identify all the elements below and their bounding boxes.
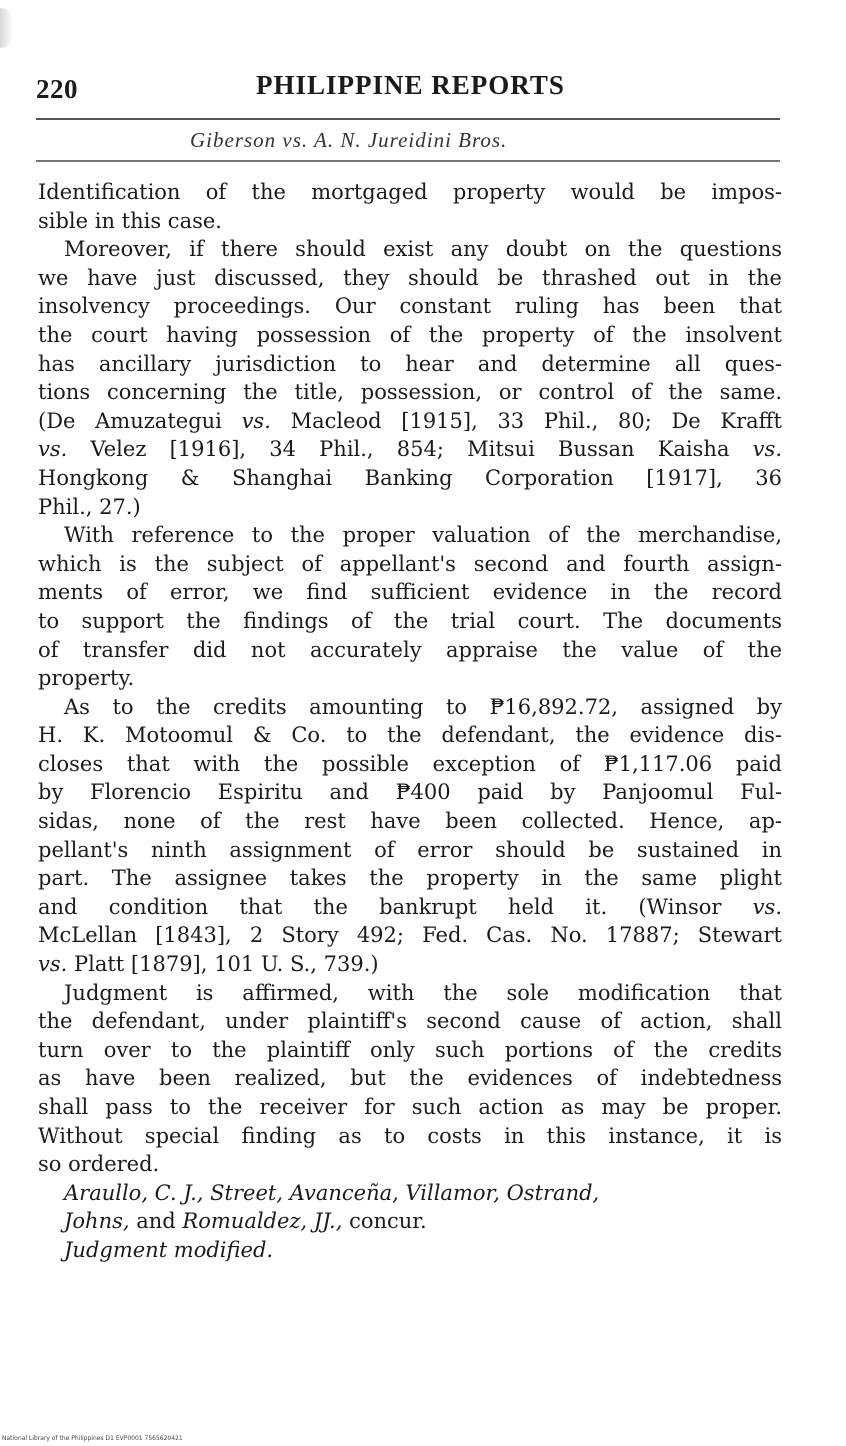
text-line: part. The assignee takes the property in the same plight xyxy=(38,866,782,891)
paragraph xyxy=(38,521,782,693)
text-line: of transfer did not accurately appraise the value of the xyxy=(38,637,782,662)
text-line: closes that with the possible exception of ₱1,117.06 paid xyxy=(38,751,782,776)
text-line: insolvency proceedings. Our constant ruling has been that xyxy=(38,294,782,319)
paragraph xyxy=(38,178,782,235)
text-line: shall pass to the receiver for such action as may be proper. xyxy=(38,1095,782,1119)
text-line: Judgment is affirmed, with the sole modification that xyxy=(64,980,782,1005)
page-number: 220 xyxy=(36,74,78,104)
scan-smudge xyxy=(0,8,14,48)
paragraph xyxy=(38,979,782,1179)
text-line: (De Amuzategui vs. Macleod [1915], 33 Phil., 80; De Krafft xyxy=(38,408,782,433)
text-line: which is the subject of appellant's second and fourth assign- xyxy=(38,551,782,576)
concurrence-names: Johns, xyxy=(64,1209,130,1234)
text-line: sidas, none of the rest have been collected. Hence, ap- xyxy=(38,809,782,834)
text-line: so ordered. xyxy=(38,1152,160,1177)
text-line: With reference to the proper valuation of the merchandise, xyxy=(64,523,782,548)
body-text xyxy=(38,178,782,1265)
text-line: tions concerning the title, possession, or control of the same. xyxy=(38,380,782,405)
text-line: has ancillary jurisdiction to hear and determine all ques- xyxy=(38,351,782,376)
text-line: Moreover, if there should exist any doubt on the questions xyxy=(64,237,782,262)
text-line: the court having possession of the property of the insolvent xyxy=(38,322,782,347)
concurrence-and: and xyxy=(129,1209,183,1234)
text-line: pellant's ninth assignment of error should be sustained in xyxy=(38,837,782,862)
text-line: we have just discussed, they should be thrashed out in the xyxy=(38,265,782,290)
text-line: As to the credits amounting to ₱16,892.72, assigned by xyxy=(64,694,782,719)
paragraph-list xyxy=(38,178,782,1179)
scan-footer: National Library of the Philippines D1 EVP0001 7565620421 xyxy=(2,1435,183,1442)
text-line: and condition that the bankrupt held it. (Winsor vs. xyxy=(38,894,782,919)
text-line: Phil., 27.) xyxy=(38,494,141,519)
text-line: to support the findings of the trial court. The documents xyxy=(38,608,782,633)
concurrence-concur: concur. xyxy=(342,1209,427,1234)
text-line: property. xyxy=(38,666,135,691)
text-line: sible in this case. xyxy=(38,208,222,233)
header-rule-bottom xyxy=(36,160,780,162)
concurrence-last-names: Romualdez, JJ., xyxy=(182,1209,343,1234)
page-header xyxy=(36,70,782,110)
text-line: McLellan [1843], 2 Story 492; Fed. Cas. No. 17887; Stewart xyxy=(38,923,782,948)
text-line: the defendant, under plaintiff's second cause of action, shall xyxy=(38,1009,782,1034)
text-line: Without special finding as to costs in this instance, it is xyxy=(38,1123,782,1148)
case-title: Giberson vs. A. N. Jureidini Bros. xyxy=(190,128,508,152)
text-line: by Florencio Espiritu and ₱400 paid by Panjoomul Ful- xyxy=(38,780,782,805)
text-line: vs. Velez [1916], 34 Phil., 854; Mitsui Bussan Kaisha vs. xyxy=(38,437,782,462)
header-rule-top xyxy=(36,118,780,120)
report-title: PHILIPPINE REPORTS xyxy=(256,70,565,100)
paragraph xyxy=(38,235,782,521)
text-line: vs. Platt [1879], 101 U. S., 739.) xyxy=(38,952,379,977)
text-line: Hongkong & Shanghai Banking Corporation [1917], 36 xyxy=(38,465,782,490)
paragraph xyxy=(38,693,782,979)
text-line: turn over to the plaintiff only such portions of the credits xyxy=(38,1037,782,1062)
disposition: Judgment modified. xyxy=(64,1237,274,1262)
text-line: as have been realized, but the evidences of indebtedness xyxy=(38,1066,782,1091)
concurrence-line-2 xyxy=(38,1207,782,1236)
text-line: H. K. Motoomul & Co. to the defendant, the evidence dis- xyxy=(38,723,782,748)
text-line: Identification of the mortgaged property would be impos- xyxy=(38,180,782,204)
text-line: ments of error, we find sufficient evidence in the record xyxy=(38,580,782,605)
concurrence-line-1: Araullo, C. J., Street, Avanceña, Villamor, Ostrand, xyxy=(64,1180,600,1205)
